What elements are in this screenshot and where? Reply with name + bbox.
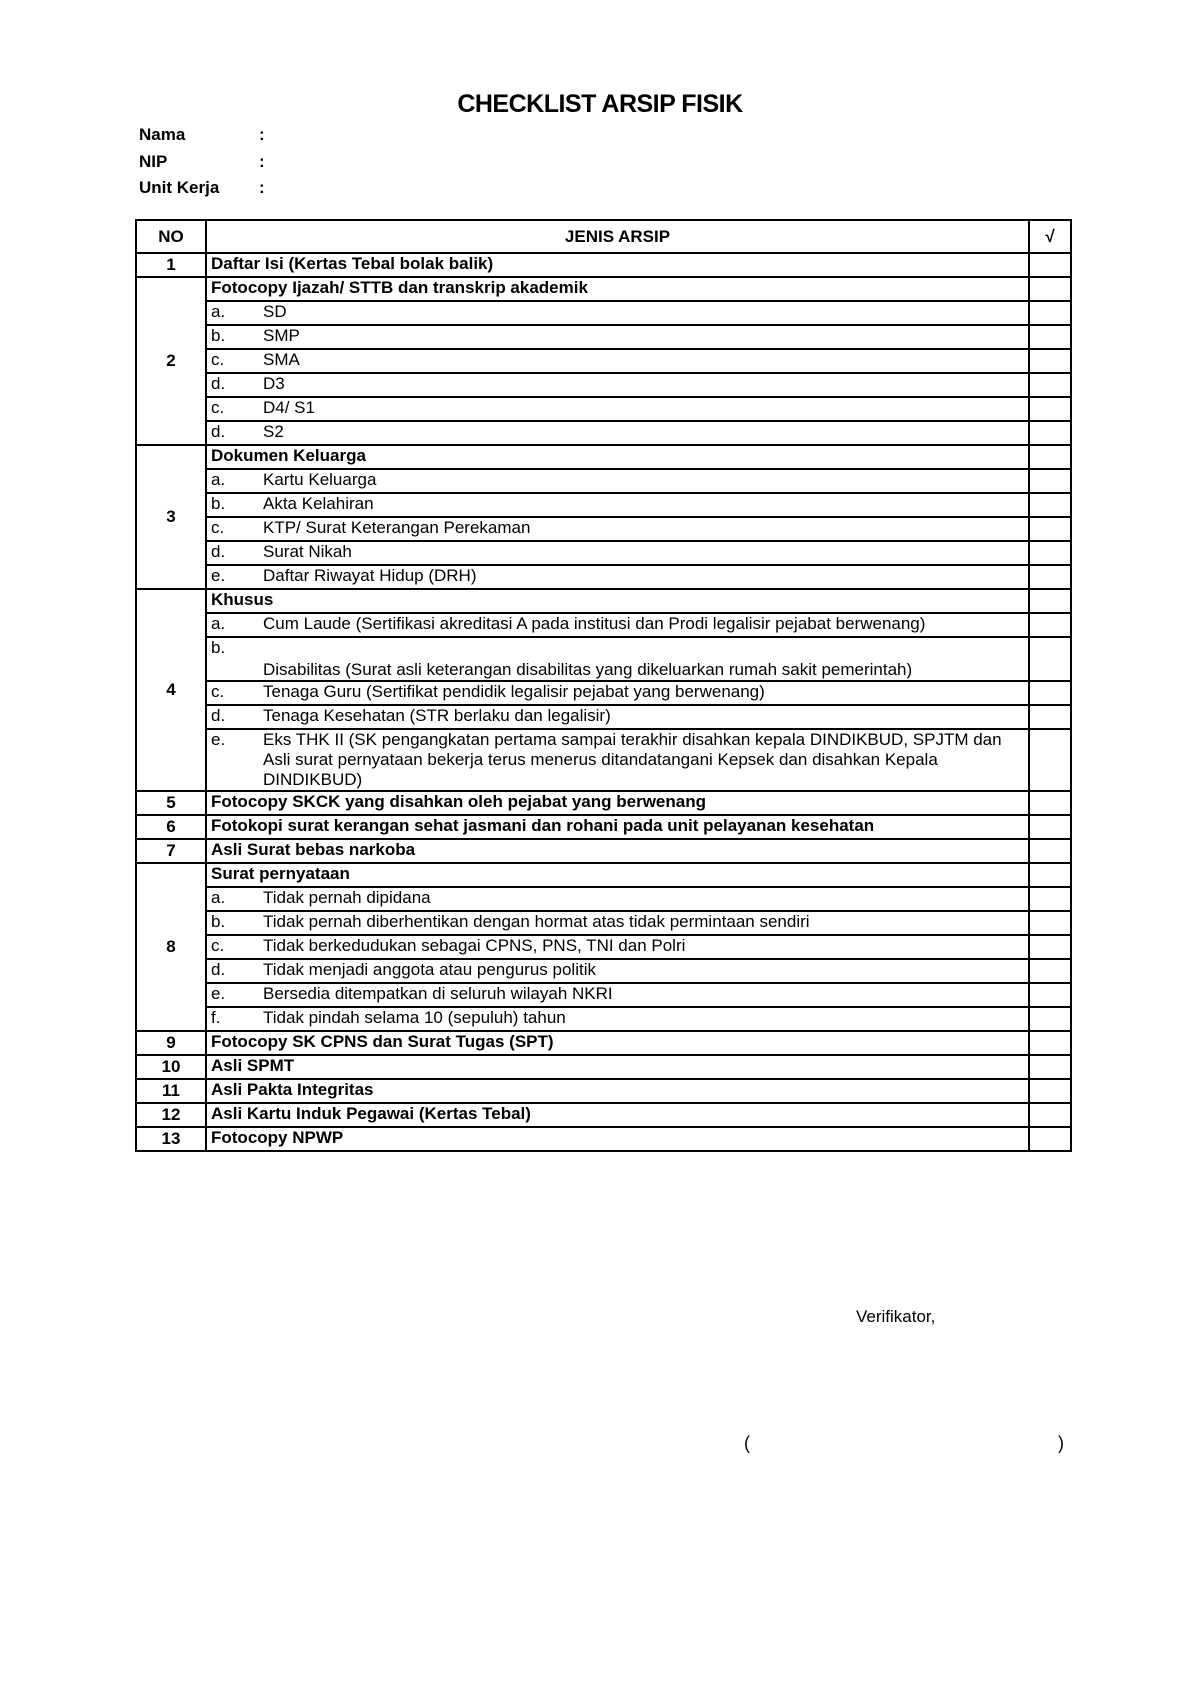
checklist-body — [136, 253, 1071, 1151]
signature-open-paren: ( — [744, 1433, 750, 1453]
item-title: Fotocopy SKCK yang disahkan oleh pejabat yang berwenang — [206, 791, 1029, 815]
checkbox-cell[interactable] — [1029, 791, 1071, 815]
sub-item-letter: d. — [211, 374, 226, 393]
sub-item-content — [211, 984, 1028, 1004]
sub-item-content — [211, 422, 1028, 442]
sub-item-content — [211, 350, 1028, 370]
item-title: Fotocopy NPWP — [206, 1127, 1029, 1151]
row-number: 2 — [136, 277, 206, 445]
sub-item — [206, 349, 1029, 373]
table-row — [136, 1031, 1071, 1055]
checkbox-cell[interactable] — [1029, 983, 1071, 1007]
sub-item-letter: b. — [211, 494, 226, 513]
checkbox-cell[interactable] — [1029, 1103, 1071, 1127]
sub-item-letter: e. — [211, 984, 226, 1003]
item-title: Khusus — [206, 589, 1029, 613]
item-title: Daftar Isi (Kertas Tebal bolak balik) — [206, 253, 1029, 277]
sub-item — [206, 565, 1029, 589]
row-number: 12 — [136, 1103, 206, 1127]
checkbox-cell[interactable] — [1029, 421, 1071, 445]
item-title: Fotocopy SK CPNS dan Surat Tugas (SPT) — [206, 1031, 1029, 1055]
sub-item — [206, 613, 1029, 637]
identity-label: NIP — [139, 151, 168, 171]
identity-row-unit-kerja — [139, 175, 279, 202]
sub-item-letter: e. — [211, 566, 226, 585]
row-number: 4 — [136, 589, 206, 791]
sub-item-letter: c. — [211, 398, 225, 417]
table-row — [136, 613, 1071, 637]
identity-colon: : — [259, 178, 265, 197]
sub-item-letter: c. — [211, 682, 225, 701]
sub-item-content — [211, 682, 1028, 702]
sub-item — [206, 911, 1029, 935]
checkbox-cell[interactable] — [1029, 1127, 1071, 1151]
signature-close-paren: ) — [1058, 1433, 1064, 1453]
sub-item-letter: d. — [211, 542, 226, 561]
table-row — [136, 469, 1071, 493]
table-row — [136, 681, 1071, 705]
sub-item-text: Tidak pernah diberhentikan dengan hormat atas tidak permintaan sendiri — [263, 912, 810, 931]
sub-item-text: SMA — [263, 350, 300, 369]
sub-item-content — [211, 912, 1028, 932]
row-number: 10 — [136, 1055, 206, 1079]
sub-item-text: D3 — [263, 374, 285, 393]
checklist-table — [135, 219, 1072, 1152]
row-number: 13 — [136, 1127, 206, 1151]
table-row — [136, 1079, 1071, 1103]
sub-item-letter: b. — [211, 326, 226, 345]
sub-item-content — [211, 470, 1028, 490]
header-jenis-arsip: JENIS ARSIP — [206, 220, 1029, 253]
table-row — [136, 911, 1071, 935]
sub-item-text: S2 — [263, 422, 284, 441]
checkbox-cell[interactable] — [1029, 325, 1071, 349]
sub-item-letter: d. — [211, 706, 226, 725]
table-row — [136, 839, 1071, 863]
sub-item-content — [211, 326, 1028, 346]
sub-item-letter: c. — [211, 936, 225, 955]
sub-item — [206, 541, 1029, 565]
checkbox-cell[interactable] — [1029, 681, 1071, 705]
item-title: Surat pernyataan — [206, 863, 1029, 887]
sub-item-text: Tidak pernah dipidana — [263, 888, 431, 907]
checkbox-cell[interactable] — [1029, 1055, 1071, 1079]
sub-item-text: Tenaga Kesehatan (STR berlaku dan legalisir) — [263, 706, 611, 725]
table-row — [136, 349, 1071, 373]
sub-item-content — [211, 494, 1028, 514]
sub-item — [206, 469, 1029, 493]
row-number: 7 — [136, 839, 206, 863]
checkbox-cell[interactable] — [1029, 373, 1071, 397]
checkbox-cell[interactable] — [1029, 911, 1071, 935]
sub-item-letter: a. — [211, 470, 226, 489]
table-row — [136, 397, 1071, 421]
checkbox-cell[interactable] — [1029, 541, 1071, 565]
checkbox-cell[interactable] — [1029, 815, 1071, 839]
table-row — [136, 445, 1071, 469]
checkbox-cell[interactable] — [1029, 253, 1071, 277]
sub-item-text: Tenaga Guru (Sertifikat pendidik legalisir pejabat yang berwenang) — [263, 682, 765, 701]
sub-item-letter: c. — [211, 518, 225, 537]
header-check: √ — [1029, 220, 1071, 253]
sub-item-text: Tidak berkedudukan sebagai CPNS, PNS, TNI dan Polri — [263, 936, 686, 955]
table-row — [136, 863, 1071, 887]
table-row — [136, 1127, 1071, 1151]
item-title: Asli Pakta Integritas — [206, 1079, 1029, 1103]
table-row — [136, 959, 1071, 983]
item-title: Dokumen Keluarga — [206, 445, 1029, 469]
sub-item-text: Eks THK II (SK pengangkatan pertama sampai terakhir disahkan kepala DINDIKBUD, SPJTM dan Asli surat pernyataan bekerja terus menerus ditandatangani Kepsek dan disahkan Kepala DINDIKBUD) — [263, 730, 1002, 789]
table-row — [136, 325, 1071, 349]
item-title: Asli Surat bebas narkoba — [206, 839, 1029, 863]
sub-item-content — [211, 614, 1028, 634]
row-number: 5 — [136, 791, 206, 815]
table-row — [136, 589, 1071, 613]
sub-item — [206, 637, 1029, 681]
checkbox-cell[interactable] — [1029, 517, 1071, 541]
item-title: Asli SPMT — [206, 1055, 1029, 1079]
page-title: CHECKLIST ARSIP FISIK — [457, 90, 743, 118]
sub-item-text: Bersedia ditempatkan di seluruh wilayah NKRI — [263, 984, 613, 1003]
table-row — [136, 253, 1071, 277]
sub-item-content — [211, 888, 1028, 908]
checkbox-cell[interactable] — [1029, 1007, 1071, 1031]
checkbox-cell[interactable] — [1029, 637, 1071, 681]
sub-item-letter: d. — [211, 422, 226, 441]
checkbox-cell[interactable] — [1029, 589, 1071, 613]
identity-label: Nama — [139, 125, 186, 144]
table-row — [136, 421, 1071, 445]
row-number: 11 — [136, 1079, 206, 1103]
checkbox-cell[interactable] — [1029, 301, 1071, 325]
sub-item — [206, 983, 1029, 1007]
checkbox-cell[interactable] — [1029, 935, 1071, 959]
checkbox-cell[interactable] — [1029, 729, 1071, 791]
header-no: NO — [136, 220, 206, 253]
sub-item-content — [211, 374, 1028, 394]
item-title: Fotokopi surat kerangan sehat jasmani dan rohani pada unit pelayanan kesehatan — [206, 815, 1029, 839]
sub-item-text: D4/ S1 — [263, 398, 315, 417]
sub-item — [206, 373, 1029, 397]
table-row — [136, 541, 1071, 565]
sub-item-content — [211, 518, 1028, 538]
verifikator-label: Verifikator, — [856, 1307, 936, 1326]
sub-item — [206, 935, 1029, 959]
sub-item-content — [211, 542, 1028, 562]
sub-item — [206, 729, 1029, 791]
sub-item — [206, 421, 1029, 445]
sub-item-content — [211, 706, 1028, 726]
table-row — [136, 1007, 1071, 1031]
checkbox-cell[interactable] — [1029, 863, 1071, 887]
sub-item-letter: a. — [211, 614, 226, 633]
sub-item — [206, 325, 1029, 349]
sub-item-letter: a. — [211, 302, 226, 321]
table-header-row — [136, 220, 1071, 253]
sub-item — [206, 681, 1029, 705]
table-row — [136, 1055, 1071, 1079]
checkbox-cell[interactable] — [1029, 1079, 1071, 1103]
sub-item-text: Tidak menjadi anggota atau pengurus politik — [263, 960, 596, 979]
checkbox-cell[interactable] — [1029, 613, 1071, 637]
sub-item-text: Cum Laude (Sertifikasi akreditasi A pada institusi dan Prodi legalisir pejabat berwenang) — [263, 614, 926, 633]
sub-item-letter: b. — [211, 638, 226, 657]
sub-item-letter: d. — [211, 960, 226, 979]
sub-item-text: KTP/ Surat Keterangan Perekaman — [263, 518, 531, 537]
sub-item-content — [211, 566, 1028, 586]
table-row — [136, 935, 1071, 959]
sub-item-text: SMP — [263, 326, 300, 345]
row-number: 6 — [136, 815, 206, 839]
sub-item — [206, 493, 1029, 517]
table-row — [136, 517, 1071, 541]
row-number: 3 — [136, 445, 206, 589]
sub-item-text: Surat Nikah — [263, 542, 352, 561]
sub-item-content — [211, 398, 1028, 418]
checkbox-cell[interactable] — [1029, 445, 1071, 469]
sub-item-content — [211, 960, 1028, 980]
table-row — [136, 705, 1071, 729]
sub-item-content — [211, 302, 1028, 322]
sub-item — [206, 887, 1029, 911]
table-row — [136, 373, 1071, 397]
identity-row-nama — [139, 122, 279, 149]
identity-block — [139, 122, 279, 202]
checkbox-cell[interactable] — [1029, 349, 1071, 373]
identity-colon: : — [259, 151, 265, 171]
checkbox-cell[interactable] — [1029, 397, 1071, 421]
checkbox-cell[interactable] — [1029, 887, 1071, 911]
checkbox-cell[interactable] — [1029, 705, 1071, 729]
sub-item — [206, 1007, 1029, 1031]
checkbox-cell[interactable] — [1029, 277, 1071, 301]
sub-item-content — [211, 1008, 1028, 1028]
table-row — [136, 565, 1071, 589]
row-number: 9 — [136, 1031, 206, 1055]
sub-item — [206, 301, 1029, 325]
checkbox-cell[interactable] — [1029, 493, 1071, 517]
sub-item — [206, 397, 1029, 421]
table-row — [136, 815, 1071, 839]
identity-colon: : — [259, 125, 265, 144]
row-number: 8 — [136, 863, 206, 1031]
checkbox-cell[interactable] — [1029, 469, 1071, 493]
table-row — [136, 493, 1071, 517]
row-number: 1 — [136, 253, 206, 277]
sub-item-letter: f. — [211, 1008, 221, 1027]
table-row — [136, 637, 1071, 681]
table-row — [136, 301, 1071, 325]
checkbox-cell[interactable] — [1029, 839, 1071, 863]
sub-item — [206, 705, 1029, 729]
table-row — [136, 729, 1071, 791]
table-row — [136, 277, 1071, 301]
checkbox-cell[interactable] — [1029, 959, 1071, 983]
checkbox-cell[interactable] — [1029, 1031, 1071, 1055]
sub-item — [206, 959, 1029, 983]
table-row — [136, 983, 1071, 1007]
sub-item-letter: b. — [211, 912, 226, 931]
sub-item-content — [211, 638, 1028, 680]
item-title: Fotocopy Ijazah/ STTB dan transkrip akademik — [206, 277, 1029, 301]
sub-item-text: Kartu Keluarga — [263, 470, 377, 489]
sub-item-content — [211, 936, 1028, 956]
sub-item-content — [211, 730, 1028, 790]
checkbox-cell[interactable] — [1029, 565, 1071, 589]
sub-item-text: Akta Kelahiran — [263, 494, 374, 513]
sub-item-text: Tidak pindah selama 10 (sepuluh) tahun — [263, 1008, 566, 1027]
table-row — [136, 1103, 1071, 1127]
sub-item-letter: e. — [211, 730, 226, 749]
identity-row-nip — [139, 149, 279, 176]
table-row — [136, 791, 1071, 815]
sub-item-text: Daftar Riwayat Hidup (DRH) — [263, 566, 477, 585]
item-title: Asli Kartu Induk Pegawai (Kertas Tebal) — [206, 1103, 1029, 1127]
sub-item-letter: a. — [211, 888, 226, 907]
sub-item-text: Disabilitas (Surat asli keterangan disabilitas yang dikeluarkan rumah sakit pemerintah) — [263, 660, 913, 679]
sub-item-text: SD — [263, 302, 287, 321]
sub-item-letter: c. — [211, 350, 225, 369]
identity-label: Unit Kerja — [139, 178, 220, 197]
table-row — [136, 887, 1071, 911]
sub-item — [206, 517, 1029, 541]
